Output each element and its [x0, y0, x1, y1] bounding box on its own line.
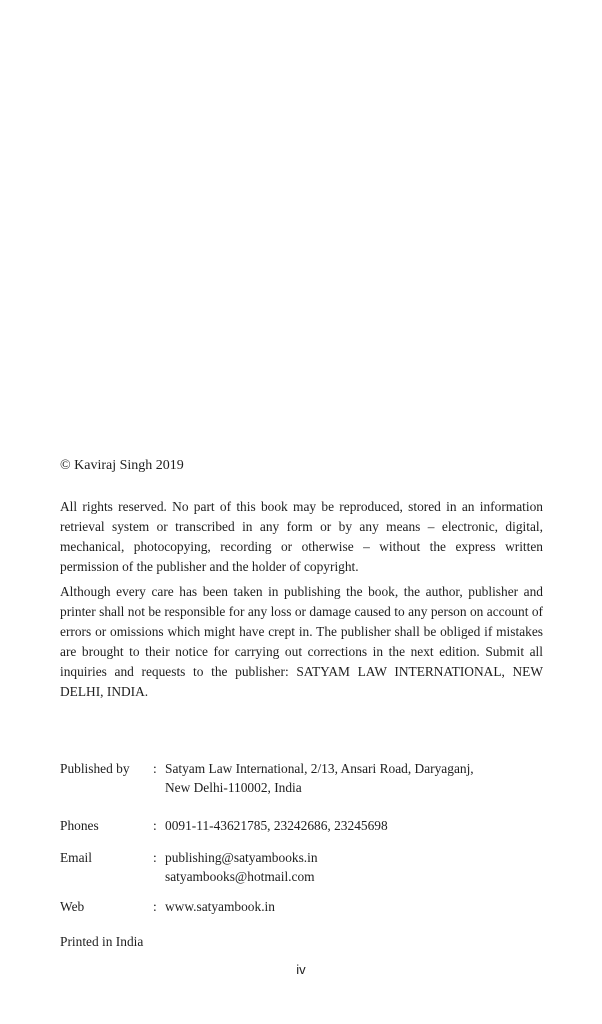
- rights-reserved-paragraph: All rights reserved. No part of this book may be reproduced, stored in an information retrieval system or transcribed in any form or by any means – electronic, digital, mechanical, photocopying, recording or otherwise – without the express written permission of the publisher and the holder of copyright.: [60, 499, 543, 574]
- web-value: [165, 897, 543, 916]
- email-address-primary: publishing@satyambooks.in: [165, 850, 318, 865]
- colon-separator: :: [153, 850, 157, 865]
- publisher-address: [165, 759, 543, 797]
- colon-separator: :: [153, 899, 157, 914]
- phones-value: [165, 816, 543, 835]
- web-label: Web: [60, 899, 85, 914]
- page-number: iv: [296, 962, 306, 977]
- website-url: www.satyambook.in: [165, 899, 275, 914]
- disclaimer-paragraph: Although every care has been taken in publishing the book, the author, publisher and printer shall not be responsible for any loss or damage caused to any person on account of errors or omissions which might have crept in. The publisher shall be obliged if mistakes are brought to their notice for carrying out corrections in the next edition. Submit all inquiries and requests to the publisher: SATYAM LAW INTERNATIONAL, NEW DELHI, INDIA.: [60, 584, 543, 699]
- publisher-address-line2: New Delhi-110002, India: [165, 780, 302, 795]
- publisher-address-line1: Satyam Law International, 2/13, Ansari Road, Daryaganj,: [165, 761, 474, 776]
- email-label: Email: [60, 850, 92, 865]
- printed-in-note: Printed in India: [60, 934, 144, 949]
- email-address-secondary: satyambooks@hotmail.com: [165, 869, 315, 884]
- phone-numbers: 0091-11-43621785, 23242686, 23245698: [165, 818, 388, 833]
- copyright-notice: © Kaviraj Singh 2019: [60, 458, 184, 473]
- phones-label: Phones: [60, 818, 99, 833]
- email-value: [165, 848, 543, 886]
- published-by-label: Published by: [60, 761, 130, 776]
- colon-separator: :: [153, 761, 157, 776]
- colon-separator: :: [153, 818, 157, 833]
